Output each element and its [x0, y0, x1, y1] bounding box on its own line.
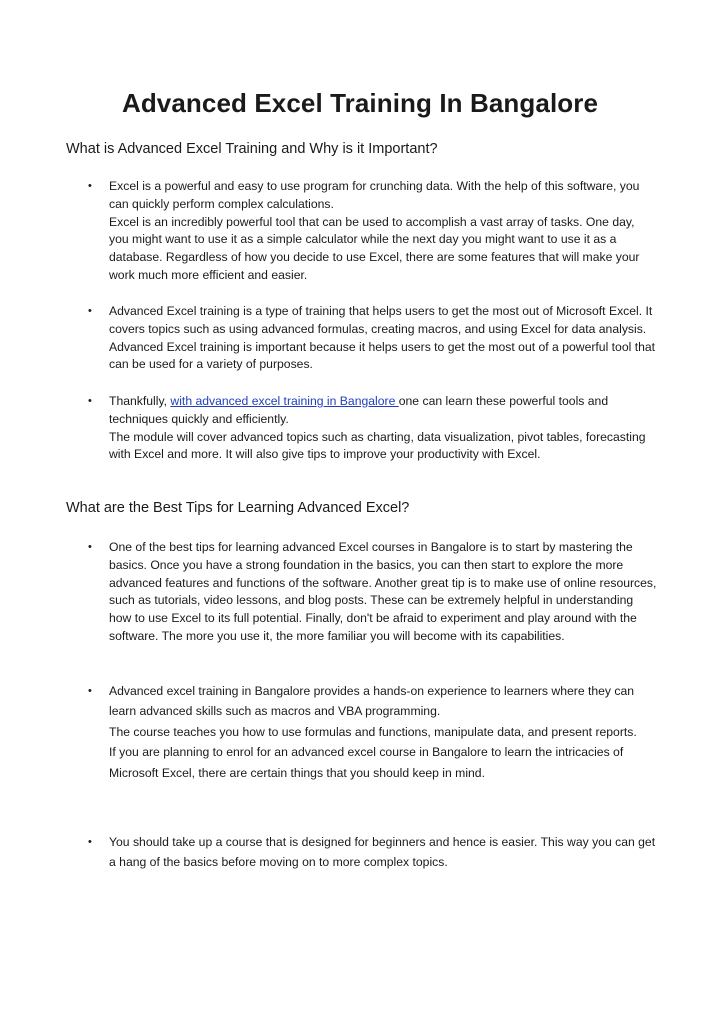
- list-item: [88, 178, 657, 285]
- paragraph: Advanced excel training in Bangalore provides a hands-on experience to learners where they can learn advanced skills such as macros and VBA programming.: [109, 684, 635, 719]
- bullet-icon: •: [88, 541, 92, 553]
- paragraph: Advanced Excel training is a type of training that helps users to get the most out of Microsoft Excel. It covers topics such as using advanced formulas, creating macros, and using Excel for data analysis. Advanced Excel training is important because it helps users to get the most out of a powerful tool that can be used for a variety of purposes.: [109, 304, 656, 372]
- bullet-icon: •: [88, 180, 92, 192]
- section-heading-importance: What is Advanced Excel Training and Why is it Important?: [66, 141, 438, 157]
- paragraph: Excel is an incredibly powerful tool that can be used to accomplish a vast array of tasks. One day, you might want to use it as a simple calculator while the next day you might want to use it as a database. Regardless of how you decide to use Excel, there are some features that will make your work much more efficient and easier.: [109, 214, 640, 282]
- bullet-icon: •: [88, 685, 92, 697]
- paragraph: One of the best tips for learning advanced Excel courses in Bangalore is to start by mastering the basics. Once you have a strong foundation in the basics, you can then start to explore the more advanced features and functions of the software. Another great tip is to make use of online resources, such as tutorials, video lessons, and blog posts. These can be extremely helpful in understanding how to use Excel to its full potential. Finally, don't be afraid to experiment and play around with the software. The more you use it, the more familiar you will become with its capabilities.: [109, 540, 657, 643]
- training-link[interactable]: with advanced excel training in Bangalore: [170, 394, 399, 408]
- paragraph: You should take up a course that is designed for beginners and hence is easier. This way you can get a hang of the basics before moving on to more complex topics.: [109, 835, 656, 870]
- list-item: [88, 393, 657, 464]
- paragraph-with-link: [109, 393, 657, 429]
- page-title: Advanced Excel Training In Bangalore: [121, 88, 599, 118]
- lead-text: Thankfully,: [109, 394, 171, 408]
- bullet-icon: •: [88, 305, 92, 317]
- paragraph: Excel is a powerful and easy to use program for crunching data. With the help of this software, you can quickly perform complex calculations.: [109, 179, 640, 211]
- paragraph: The course teaches you how to use formulas and functions, manipulate data, and present reports.: [109, 724, 637, 739]
- list-item: [88, 539, 657, 646]
- paragraph: If you are planning to enrol for an advanced excel course in Bangalore to learn the intricacies of Microsoft Excel, there are certain things that you should keep in mind.: [109, 745, 624, 780]
- list-item: [88, 681, 657, 783]
- list-item: [88, 832, 657, 873]
- bullet-icon: •: [88, 395, 92, 407]
- bullet-icon: •: [88, 836, 92, 848]
- lead-text-after: one can learn these powerful tools and techniques quickly and efficiently.: [109, 394, 609, 426]
- paragraph: The module will cover advanced topics such as charting, data visualization, pivot tables, forecasting with Excel and more. It will also give tips to improve your productivity with Excel.: [109, 429, 646, 462]
- list-item: [88, 303, 657, 374]
- section-heading-tips: What are the Best Tips for Learning Advanced Excel?: [66, 500, 410, 516]
